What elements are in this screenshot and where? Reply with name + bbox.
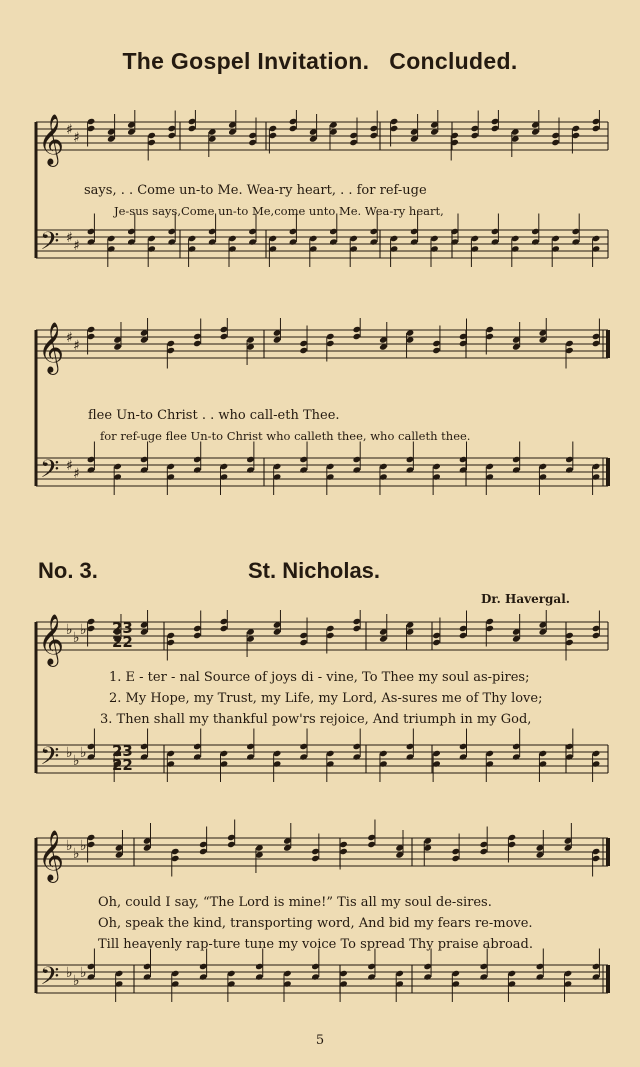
gospel-lyrics-1-treble: says, . . Come un-to Me. Wea-ry heart, . . for ref-uge (84, 183, 427, 198)
key-signature-icon: ♭ (66, 622, 73, 638)
key-signature-icon: ♭ (73, 753, 80, 769)
key-signature-icon: ♯ (73, 130, 80, 146)
concluded-label: Concluded. (389, 48, 518, 74)
gospel-lyrics-2-bass: for ref-uge flee Un-to Christ who calleth thee, who calleth thee. (100, 429, 471, 443)
hymn-title: St. Nicholas. (248, 558, 381, 583)
bass-clef-icon: 𝄢 (40, 455, 60, 490)
verse-3-line-1: 3. Then shall my thankful pow'rs rejoice, And triumph in my God, (100, 712, 532, 727)
key-signature-icon: ♯ (66, 230, 73, 246)
treble-clef-icon: 𝄞 (38, 114, 65, 165)
key-signature-icon: ♭ (73, 846, 80, 862)
verse-3-line-2: Till heavenly rap-ture tune my voice To spread Thy praise abroad. (98, 937, 533, 952)
hymn-number: No. 3. (38, 558, 98, 583)
key-signature-icon: ♯ (66, 122, 73, 138)
verse-1-line-1: 1. E - ter - nal Source of joys di - vine, To Thee my soul as-pires; (109, 670, 530, 685)
key-signature-icon: ♭ (80, 965, 87, 981)
key-signature-icon: ♭ (66, 838, 73, 854)
time-signature: 23 (112, 742, 133, 760)
key-signature-icon: ♭ (80, 838, 87, 854)
key-signature-icon: ♯ (66, 330, 73, 346)
key-signature-icon: ♯ (73, 466, 80, 482)
key-signature-icon: ♯ (66, 458, 73, 474)
treble-clef-icon: 𝄞 (38, 614, 65, 665)
treble-clef-icon: 𝄞 (38, 322, 65, 373)
key-signature-icon: ♭ (80, 745, 87, 761)
gospel-lyrics-2-treble: flee Un-to Christ . . who call-eth Thee. (88, 408, 340, 423)
bass-clef-icon: 𝄢 (40, 962, 60, 997)
time-signature: 22 (112, 756, 133, 774)
key-signature-icon: ♭ (73, 630, 80, 646)
verse-1-line-2: Oh, could I say, “The Lord is mine!” Tis all my soul de-sires. (98, 895, 492, 910)
key-signature-icon: ♯ (73, 338, 80, 354)
key-signature-icon: ♭ (73, 973, 80, 989)
gospel-lyrics-1-bass: Je-sus says,Come un-to Me,come unto Me. Wea-ry heart, (114, 204, 444, 218)
key-signature-icon: ♭ (80, 622, 87, 638)
bass-clef-icon: 𝄢 (40, 227, 60, 262)
song-title: The Gospel Invitation. (122, 48, 370, 74)
key-signature-icon: ♭ (66, 745, 73, 761)
time-signature: 22 (112, 633, 133, 651)
verse-2-line-2: Oh, speak the kind, transporting word, And bid my fears re-move. (98, 916, 533, 931)
verse-2-line-1: 2. My Hope, my Trust, my Life, my Lord, As-sures me of Thy love; (109, 691, 543, 706)
bass-clef-icon: 𝄢 (40, 742, 60, 777)
page-title (0, 48, 640, 75)
page-number: 5 (315, 1033, 325, 1048)
treble-clef-icon: 𝄞 (38, 830, 65, 881)
key-signature-icon: ♭ (66, 965, 73, 981)
key-signature-icon: ♯ (73, 238, 80, 254)
time-signature: 23 (112, 619, 133, 637)
composer-credit: Dr. Havergal. (481, 592, 570, 606)
